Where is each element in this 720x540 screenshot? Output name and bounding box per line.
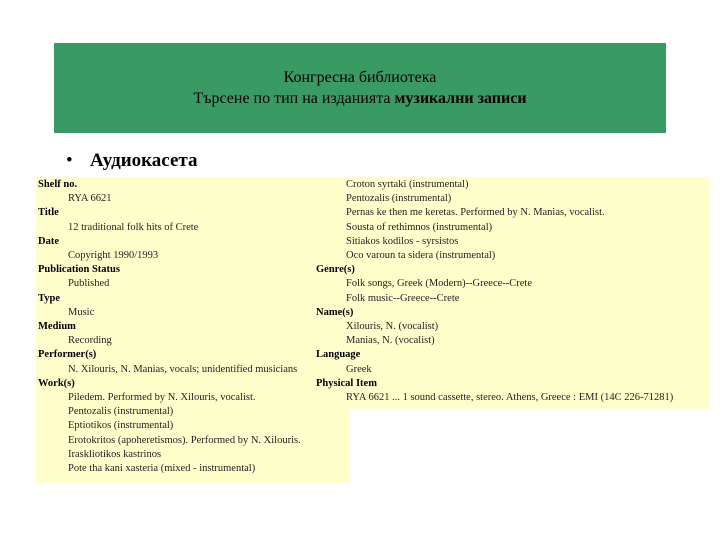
- catalog-record-right: [314, 177, 710, 409]
- record-field-value: Croton syrtaki (instrumental): [346, 179, 469, 190]
- record-field-label: Performer(s): [38, 349, 97, 361]
- record-field-value: N. Xilouris, N. Manias, vocals; unidentified musicians: [68, 363, 298, 375]
- record-field-label: Genre(s): [316, 264, 355, 276]
- record-field-label: Date: [38, 235, 59, 247]
- record-field-value: Piledem. Performed by N. Xilouris, vocalist.: [68, 392, 256, 403]
- record-field-value: Copyright 1990/1993: [68, 250, 159, 261]
- record-field-label: Medium: [38, 321, 76, 332]
- record-field-value: Recording: [68, 335, 112, 347]
- banner-line-2: [193, 88, 526, 109]
- record-field-value: Manias, N. (vocalist): [346, 335, 435, 347]
- record-field-value: Pentozalis (instrumental): [346, 193, 452, 205]
- bullet-text: Аудиокасета: [90, 150, 198, 171]
- record-field-value: Sousta of rethimnos (instrumental): [346, 221, 493, 233]
- banner-line-1: Конгресна библиотека: [283, 69, 437, 86]
- record-field-value: Greek: [346, 363, 372, 375]
- catalog-record-left: [36, 177, 350, 483]
- record-field-label: Title: [38, 207, 59, 219]
- record-field-value: RYA 6621 ... 1 sound cassette, stereo. Athens, Greece : EMI (14C 226-71281): [346, 392, 674, 403]
- title-banner: [54, 43, 666, 133]
- record-field-value: Pote tha kani xasteria (mixed - instrumental): [68, 463, 256, 474]
- record-field-label: Physical Item: [316, 377, 377, 389]
- record-field-value: Iraskliotikos kastrinos: [68, 448, 162, 460]
- record-field-value: Sitiakos kodilos - syrsistos: [346, 235, 459, 247]
- bullet-dot: •: [66, 150, 73, 171]
- record-field-label: Type: [38, 292, 60, 304]
- bullet-item: [66, 150, 197, 172]
- record-field-value: Music: [68, 306, 95, 318]
- record-field-label: Work(s): [38, 377, 75, 389]
- record-field-value: Folk music--Greece--Crete: [346, 292, 460, 304]
- record-field-label: Language: [316, 349, 361, 361]
- banner-line-2-bold: музикални записи: [394, 90, 527, 107]
- record-field-label: Publication Status: [38, 264, 120, 276]
- record-field-value: 12 traditional folk hits of Crete: [68, 221, 199, 233]
- record-field-value: RYA 6621: [68, 193, 112, 205]
- record-field-value: Pernas ke then me keretas. Performed by N. Manias, vocalist.: [346, 207, 605, 219]
- record-field-value: Xilouris, N. (vocalist): [346, 321, 439, 332]
- record-field-value: Erotokritos (apoheretismos). Performed by N. Xilouris.: [68, 434, 301, 446]
- record-field-value: Eptiotikos (instrumental): [68, 420, 174, 432]
- banner-line-2-prefix: Търсене по тип на изданията: [193, 90, 395, 107]
- record-field-value: Pentozalis (instrumental): [68, 406, 174, 418]
- record-field-value: Oco varoun ta sidera (instrumental): [346, 250, 496, 261]
- record-field-value: Folk songs, Greek (Modern)--Greece--Crete: [346, 278, 533, 290]
- record-field-label: Name(s): [316, 306, 354, 318]
- record-field-label: Shelf no.: [38, 179, 78, 190]
- record-field-value: Published: [68, 278, 110, 290]
